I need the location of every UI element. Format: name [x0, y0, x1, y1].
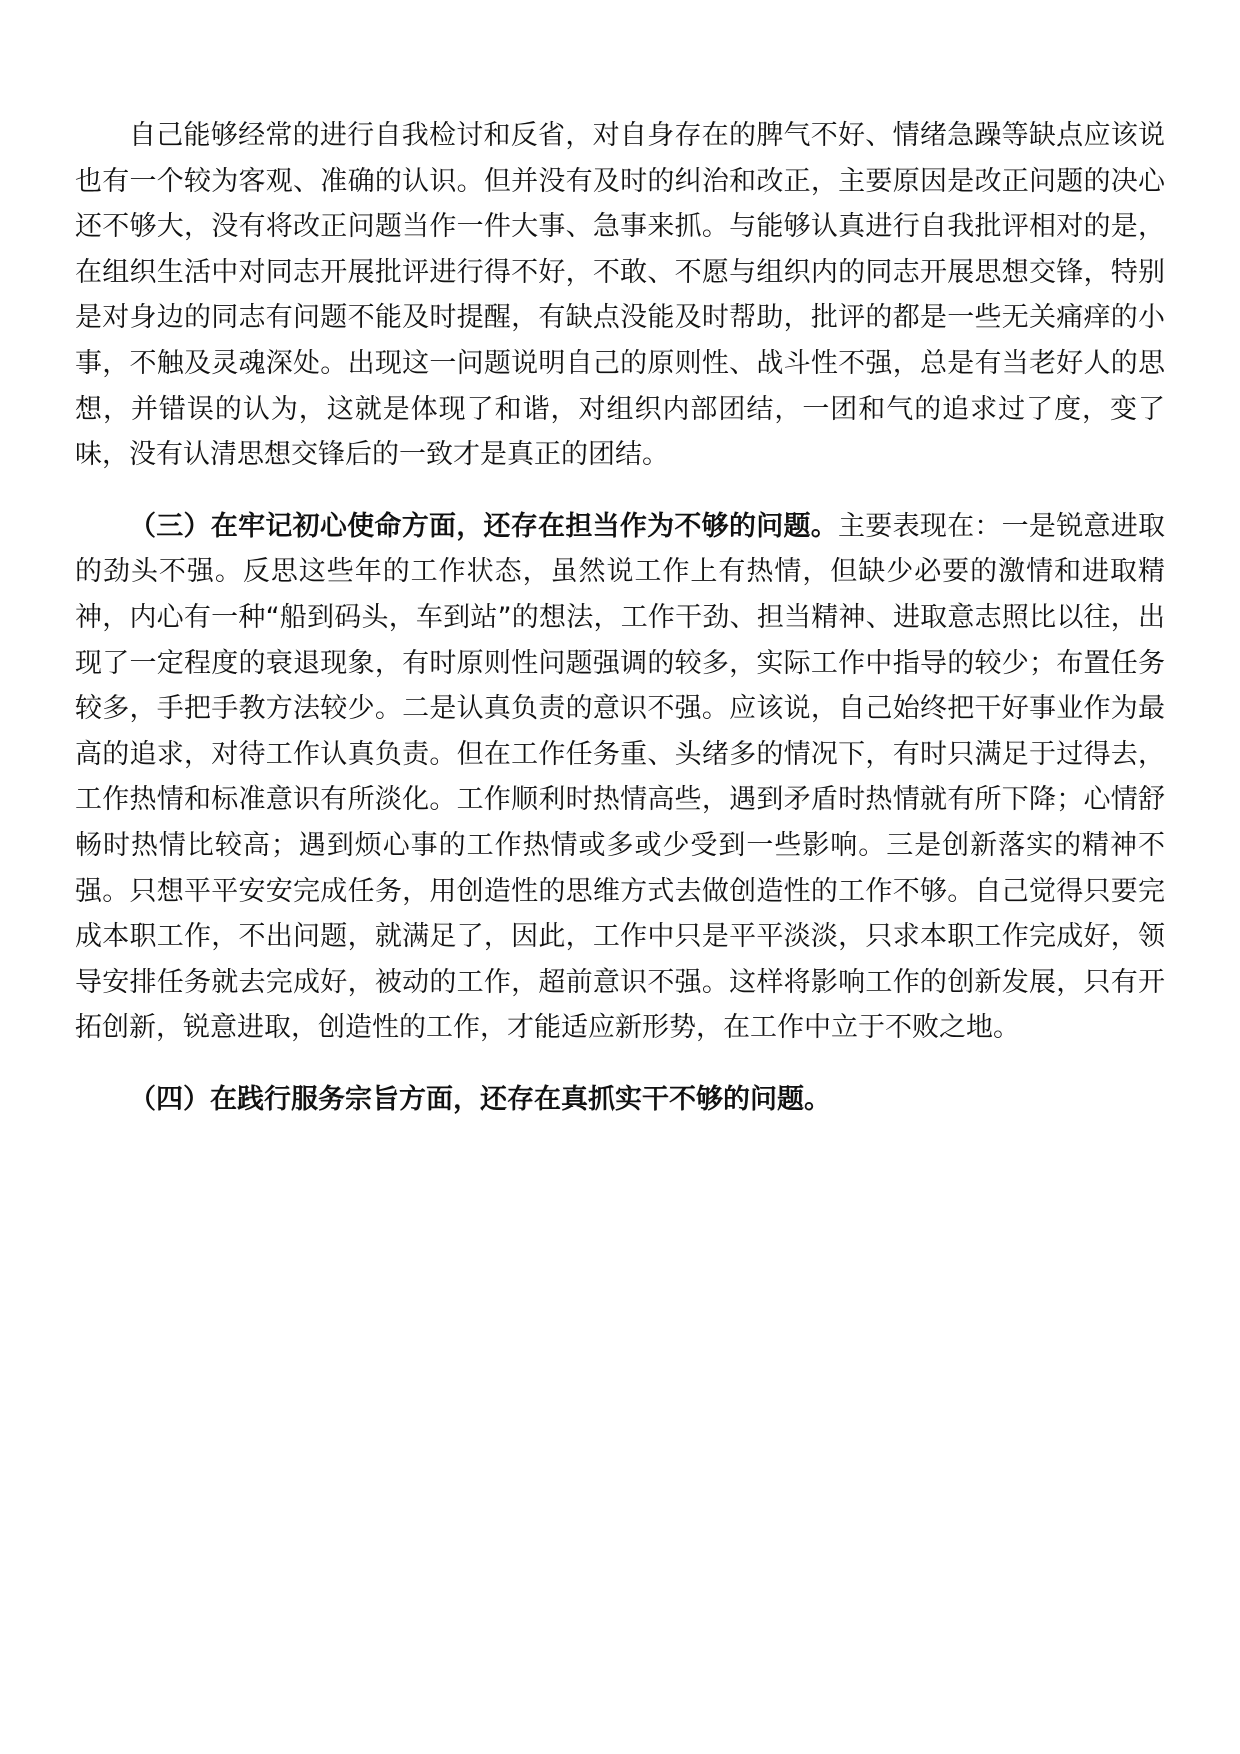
paragraph-self-criticism [75, 113, 1165, 478]
paragraph-section-three [75, 504, 1165, 1051]
paragraph-body: 主要表现在：一是锐意进取的劲头不强。反思这些年的工作状态，虽然说工作上有热情，但缺少必要的激情和进取精神，内心有一种“船到码头，车到站”的想法，工作干劲、担当精神、进取意志照比以往，出现了一定程度的衰退现象，有时原则性问题强调的较多，实际工作中指导的较少；布置任务较多，手把手教方法较少。二是认真负责的意识不强。应该说，自己始终把干好事业作为最高的追求，对待工作认真负责。但在工作任务重、头绪多的情况下，有时只满足于过得去，工作热情和标准意识有所淡化。工作顺利时热情高些，遇到矛盾时热情就有所下降；心情舒畅时热情比较高；遇到烦心事的工作热情或多或少受到一些影响。三是创新落实的精神不强。只想平平安安完成任务，用创造性的思维方式去做创造性的工作不够。自己觉得只要完成本职工作，不出问题，就满足了，因此，工作中只是平平淡淡，只求本职工作完成好，领导安排任务就去完成好，被动的工作，超前意识不强。这样将影响工作的创新发展，只有开拓创新，锐意进取，创造性的工作，才能适应新形势，在工作中立于不败之地。 [75, 510, 1166, 1044]
section-three-heading: （三）在牢记初心使命方面，还存在担当作为不够的问题。 [129, 510, 839, 542]
section-four-heading: （四）在践行服务宗旨方面，还存在真抓实干不够的问题。 [129, 1083, 831, 1115]
paragraph-body: 自己能够经常的进行自我检讨和反省，对自身存在的脾气不好、情绪急躁等缺点应该说也有一个较为客观、准确的认识。但并没有及时的纠治和改正，主要原因是改正问题的决心还不够大，没有将改正问题当作一件大事、急事来抓。与能够认真进行自我批评相对的是，在组织生活中对同志开展批评进行得不好，不敢、不愿与组织内的同志开展思想交锋，特别是对身边的同志有问题不能及时提醒，有缺点没能及时帮助，批评的都是一些无关痛痒的小事，不触及灵魂深处。出现这一问题说明自己的原则性、战斗性不强，总是有当老好人的思想，并错误的认为，这就是体现了和谐，对组织内部团结，一团和气的追求过了度，变了味，没有认清思想交锋后的一致才是真正的团结。 [75, 120, 1165, 471]
paragraph-section-four [75, 1077, 1165, 1123]
